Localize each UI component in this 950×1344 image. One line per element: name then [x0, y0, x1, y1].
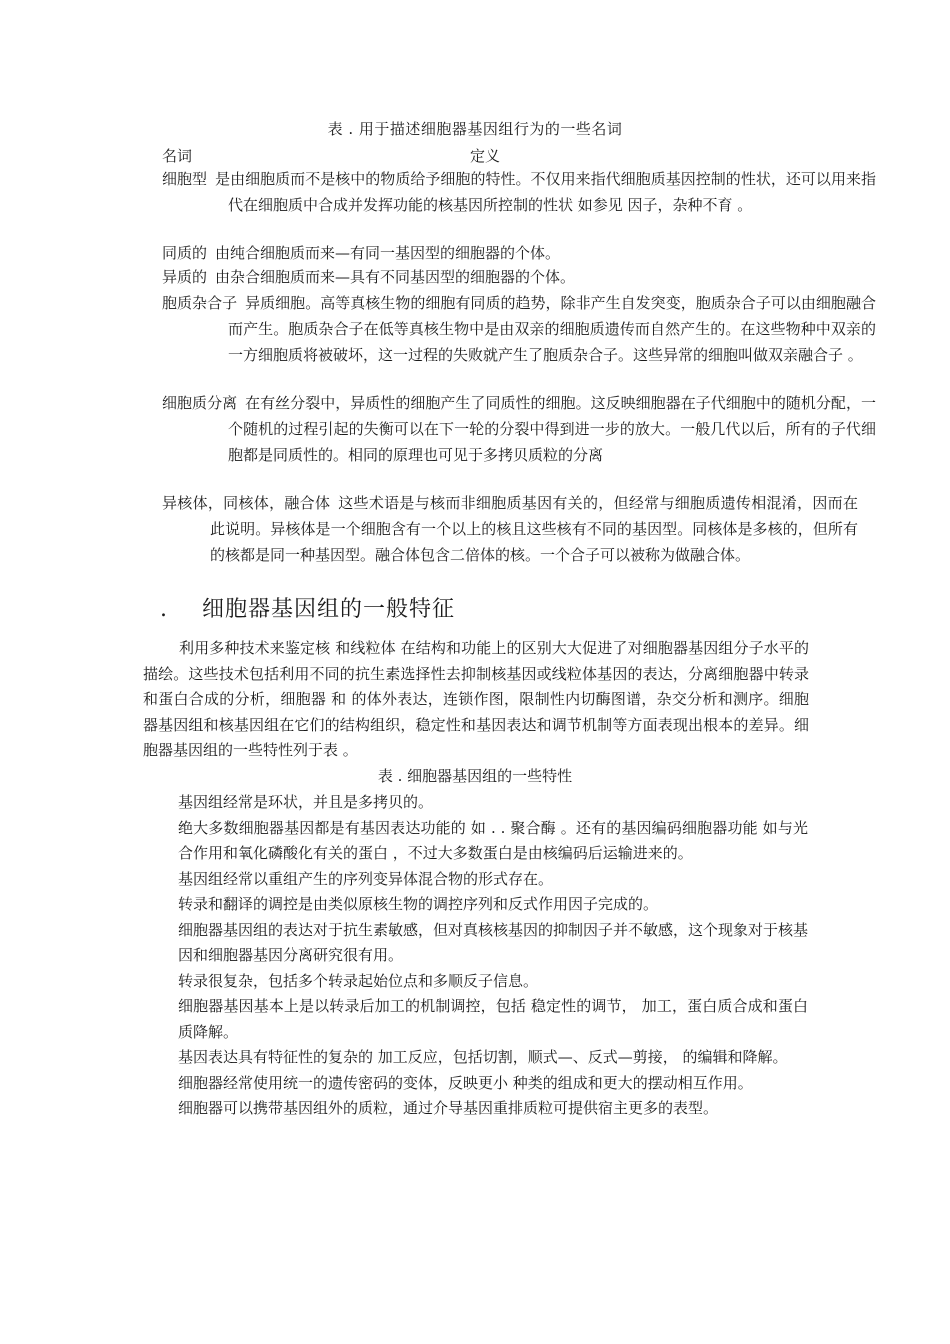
row-definition: 异质细胞。高等真核生物的细胞有同质的趋势，除非产生自发突变，胞质杂合子可以由细胞融合而产生。胞质杂合子在低等真核生物中是由双亲的细胞质遗传而自然产生的。在这些物种中双亲的一方细胞质将被破坏，这一过程的失败就产生了胞质杂合子。这些异常的细胞叫做双亲融合子 。	[228, 294, 876, 364]
row-term: 细胞型	[162, 170, 208, 188]
row-term: 异质的	[162, 268, 208, 286]
list-item: 绝大多数细胞器基因都是有基因表达功能的 如 . . 聚合酶 。还有的基因编码细胞器功能 如与光合作用和氧化磷酸化有关的蛋白 ，不过大多数蛋白是由核编码后运输进来的。	[178, 818, 808, 862]
row-definition: 这些术语是与核而非细胞质基因有关的，但经常与细胞质遗传相混淆，因而在此说明。异核体是一个细胞含有一个以上的核且这些核有不同的基因型。同核体是多核的，但所有的核都是同一种基因型。融合体包含二倍体的核。一个合子可以被称为做融合体。	[210, 494, 858, 564]
table-row	[162, 264, 876, 290]
section-title: 细胞器基因组的一般特征	[202, 597, 456, 622]
table-row	[162, 166, 876, 218]
list-item: 基因组经常以重组产生的序列变异体混合物的形式存在。	[178, 869, 554, 888]
row-definition: 是由细胞质而不是核中的物质给予细胞的特性。不仅用来指代细胞质基因控制的性状，还可以用来指代在细胞质中合成并发挥功能的核基因所控制的性状 如参见 因子，杂种不育 。	[215, 170, 876, 214]
table-2-title: 表 . 细胞器基因组的一些特性	[377, 767, 573, 785]
table-row	[162, 290, 876, 368]
list-item: 转录很复杂，包括多个转录起始位点和多顺反子信息。	[178, 971, 539, 990]
row-definition: 在有丝分裂中，异质性的细胞产生了同质性的细胞。这反映细胞器在子代细胞中的随机分配，一个随机的过程引起的失衡可以在下一轮的分裂中得到进一步的放大。一般几代以后，所有的子代细胞都是同质性的。相同的原理也可见于多拷贝质粒的分离	[228, 394, 876, 464]
row-term: 同质的	[162, 244, 208, 262]
list-item: 细胞器基因组的表达对于抗生素敏感，但对真核核基因的抑制因子并不敏感，这个现象对于核基因和细胞器基因分离研究很有用。	[178, 920, 809, 964]
properties-list	[178, 790, 808, 1122]
row-term: 细胞质分离	[162, 394, 238, 412]
row-definition: 由纯合细胞质而来—有同一基因型的细胞器的个体。	[215, 244, 561, 262]
list-item: 细胞器可以携带基因组外的质粒，通过介导基因重排质粒可提供宿主更多的表型。	[178, 1099, 719, 1117]
row-term: 胞质杂合子	[162, 294, 238, 312]
row-term: 异核体，同核体，融合体	[162, 494, 331, 512]
table-row	[162, 240, 876, 266]
list-item: 转录和翻译的调控是由类似原核生物的调控序列和反式作用因子完成的。	[178, 895, 659, 913]
table-1-title: 表 . 用于描述细胞器基因组行为的一些名词	[327, 120, 623, 138]
list-item: 基因组经常是环状，并且是多拷贝的。	[178, 793, 434, 811]
section-heading	[160, 592, 455, 623]
section-number: .	[160, 597, 168, 622]
list-item: 基因表达具有特征性的复杂的 加工反应，包括切割，顺式—、反式—剪接， 的编辑和降解。	[178, 1048, 788, 1066]
row-definition: 由杂合细胞质而来—具有不同基因型的细胞器的个体。	[215, 268, 576, 286]
list-item: 细胞器经常使用统一的遗传密码的变体，反映更小 种类的组成和更大的摆动相互作用。	[178, 1073, 753, 1092]
list-item: 细胞器基因基本上是以转录后加工的机制调控，包括 稳定性的调节， 加工，蛋白质合成和蛋白质降解。	[178, 997, 808, 1041]
body-paragraph: 利用多种技术来鉴定核 和线粒体 在结构和功能上的区别大大促进了对细胞器基因组分子水平的描绘。这些技术包括利用不同的抗生素选择性去抑制核基因或线粒体基因的表达，分离细胞器中转录和蛋白合成的分析，细胞器 和 的体外表达，连锁作图，限制性内切酶图谱，杂交分析和测序。细胞器基因组和核基因组在它们的结构组织，稳定性和基因表达和调节机制等方面表现出根本的差异。细胞器基因组的一些特性列于表 。	[143, 639, 809, 759]
table-row	[162, 490, 858, 568]
column-header-definition: 定义	[470, 147, 501, 165]
table-row	[162, 390, 876, 468]
column-header-term: 名词	[162, 147, 193, 165]
